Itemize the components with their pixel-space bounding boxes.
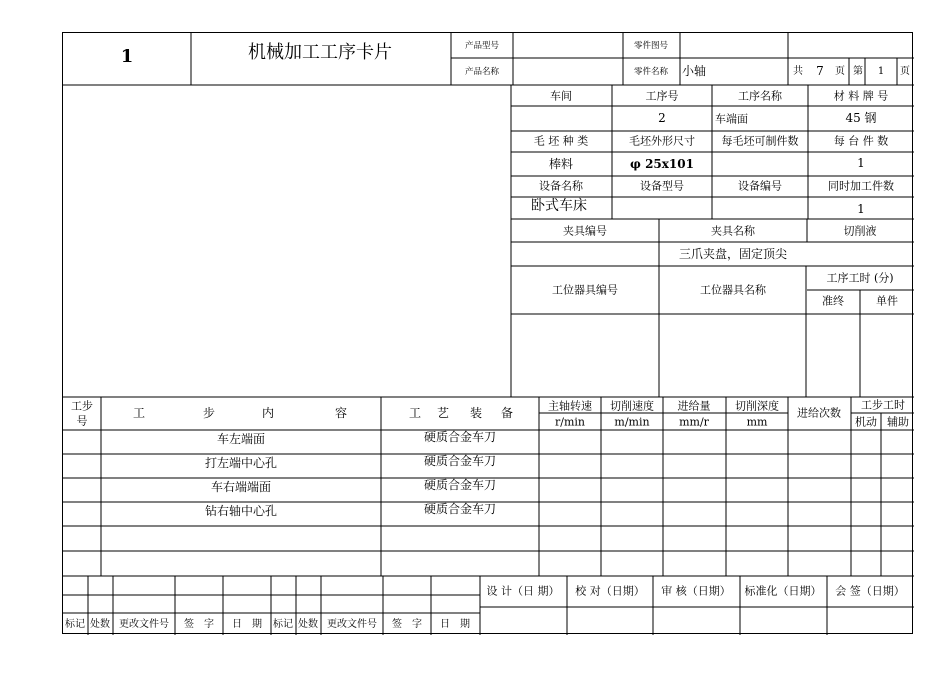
blank-size-label: 毛坯外形尺寸: [629, 134, 695, 148]
content-header-char: 内: [261, 406, 275, 420]
mark-label: 标记: [65, 619, 85, 630]
step-equipment[interactable]: 硬质合金车刀: [423, 430, 497, 444]
step-content[interactable]: 车左端面: [216, 432, 266, 446]
simultaneous-value[interactable]: 1: [857, 202, 865, 216]
standardize-label: 标准化（日期）: [744, 584, 822, 598]
step-equipment[interactable]: 硬质合金车刀: [423, 478, 497, 492]
simultaneous-label: 同时加工件数: [828, 179, 894, 193]
date-label: 日 期: [232, 619, 262, 630]
equip-name-value[interactable]: 卧式车床: [531, 198, 587, 214]
table-grid: [63, 33, 914, 635]
step-content[interactable]: 车右端端面: [210, 480, 272, 494]
material-label: 材 料 牌 号: [833, 89, 889, 103]
pieces-per-unit-value[interactable]: 1: [857, 156, 865, 170]
change-doc-label-2: 更改文件号: [327, 619, 377, 630]
workshop-label: 车间: [550, 89, 572, 103]
count-label: 处数: [90, 619, 110, 630]
design-label: 设 计（日 期）: [486, 584, 560, 598]
sign-label-2: 签 字: [392, 619, 422, 630]
op-no-label: 工序号: [645, 89, 679, 103]
depth-unit: mm: [746, 415, 768, 429]
date-label-2: 日 期: [440, 619, 470, 630]
count-label-2: 处数: [298, 619, 318, 630]
equip-no-label: 设备编号: [738, 179, 782, 193]
process-card: [62, 32, 913, 634]
prep-time-label: 准终: [822, 294, 844, 308]
review-label: 审 核（日期）: [661, 584, 731, 598]
op-time-label: 工序工时 (分): [826, 271, 894, 285]
step-equipment[interactable]: 硬质合金车刀: [423, 454, 497, 468]
content-header-char: 步: [202, 406, 216, 420]
current-page-suffix: 页: [900, 66, 910, 77]
equipment-header-char: 艺: [436, 406, 450, 420]
op-name-value[interactable]: 车端面: [715, 112, 748, 126]
total-pages-value: 7: [816, 64, 824, 78]
tool-name-label: 工位器具名称: [700, 283, 766, 297]
fixture-name-value[interactable]: 三爪夹盘，固定顶尖: [678, 247, 788, 261]
cutting-speed-label: 切削速度: [610, 399, 654, 413]
sign-label: 签 字: [184, 619, 214, 630]
depth-label: 切削深度: [735, 399, 779, 413]
step-time-label: 工步工时: [861, 398, 905, 412]
feed-label: 进给量: [677, 399, 711, 413]
blank-size-value[interactable]: φ 25x101: [630, 157, 694, 171]
aux-time-label: 辅助: [887, 415, 909, 429]
equip-name-label: 设备名称: [539, 179, 583, 193]
op-name-label: 工序名称: [738, 89, 782, 103]
pieces-per-blank-label: 每毛坯可制件数: [721, 134, 799, 148]
spindle-speed-label: 主轴转速: [548, 399, 592, 413]
op-no-value[interactable]: 2: [658, 111, 666, 125]
equipment-header-char: 备: [500, 406, 514, 420]
blank-type-value[interactable]: 棒料: [548, 157, 574, 171]
fixture-no-label: 夹具编号: [563, 224, 607, 238]
page-title: 机械加工工序卡片: [248, 42, 392, 63]
content-header-char: 容: [334, 406, 348, 420]
product-name-label: 产品名称: [464, 66, 500, 77]
part-drawing-no-label: 零件图号: [633, 40, 669, 51]
equipment-header-char: 装: [469, 406, 483, 420]
total-pages-suffix: 页: [835, 66, 845, 77]
passes-label: 进给次数: [797, 406, 841, 420]
material-value[interactable]: 45 钢: [845, 111, 877, 125]
unit-time-label: 单件: [876, 294, 898, 308]
current-page-prefix: 第: [853, 66, 863, 77]
blank-type-label: 毛 坯 种 类: [533, 134, 589, 148]
equip-model-label: 设备型号: [640, 179, 684, 193]
step-no-label-line1: 工步: [71, 399, 93, 413]
total-pages-prefix: 共: [793, 66, 803, 77]
product-model-label: 产品型号: [464, 40, 500, 51]
content-header-char: 工: [132, 406, 146, 420]
mark-label-2: 标记: [273, 619, 293, 630]
cutting-speed-unit: m/min: [614, 415, 650, 429]
step-equipment[interactable]: 硬质合金车刀: [423, 502, 497, 516]
part-name-label: 零件名称: [633, 66, 669, 77]
spindle-speed-unit: r/min: [555, 415, 585, 429]
equipment-header-char: 工: [408, 406, 422, 420]
tool-no-label: 工位器具编号: [552, 283, 618, 297]
fixture-name-label: 夹具名称: [711, 224, 755, 238]
part-name-value[interactable]: 小轴: [682, 64, 707, 78]
countersign-label: 会 签（日期）: [835, 584, 905, 598]
step-no-label-line2: 号: [76, 414, 88, 428]
step-content[interactable]: 打左端中心孔: [204, 456, 278, 470]
change-doc-label: 更改文件号: [119, 619, 169, 630]
check-label: 校 对（日期）: [575, 584, 645, 598]
step-content[interactable]: 钻右轴中心孔: [204, 504, 278, 518]
pieces-per-unit-label: 每 台 件 数: [833, 134, 889, 148]
card-number: 1: [120, 46, 134, 67]
current-page-value: 1: [877, 66, 885, 77]
coolant-label: 切削液: [843, 224, 877, 238]
feed-unit: mm/r: [679, 415, 709, 429]
machine-time-label: 机动: [855, 415, 877, 429]
